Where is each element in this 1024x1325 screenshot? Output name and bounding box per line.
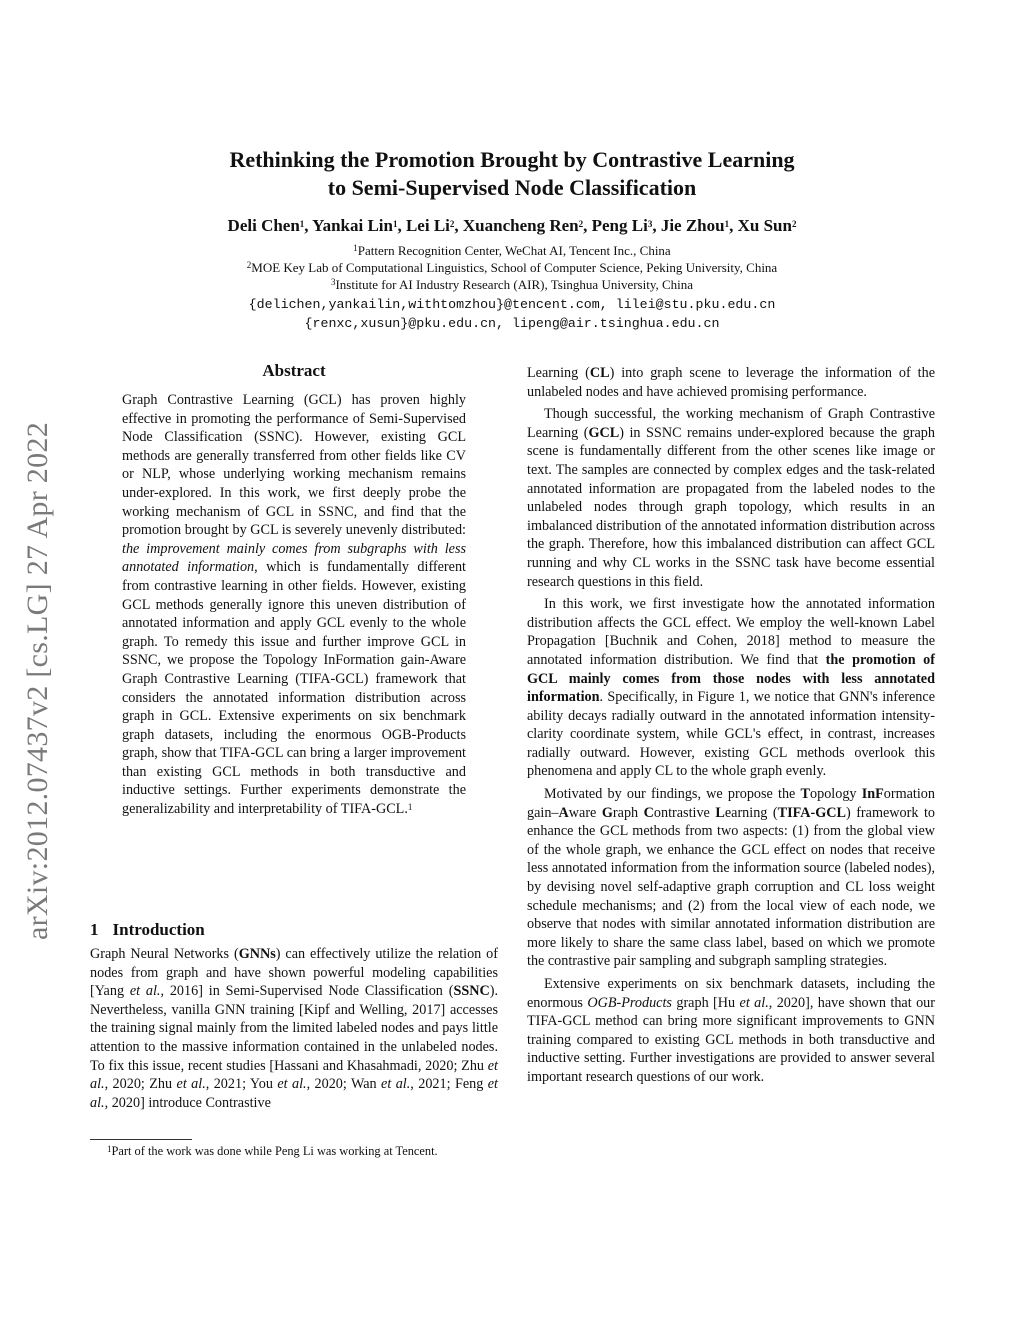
abstract-paragraph: Graph Contrastive Learning (GCL) has proven highly effective in promoting the performance of Semi-Supervised Node Classification (SSNC). However, existing GCL methods are generally transferred from other fields like CV or NLP, whose underlying working mechanism remains under-explored. In this work, we first deeply probe the working mechanism of GCL in SSNC, and find that the promotion brought by GCL is severely unevenly distributed: the improvement mainly comes from subgraphs with less annotated information, which is fundamentally different from contrastive learning in other fields. However, existing GCL methods generally ignore this uneven distribution of annotated information and apply GCL evenly to the whole graph. To remedy this issue and further improve GCL in SSNC, we propose the Topology InFormation gain-Aware Graph Contrastive Learning (TIFA-GCL) framework that considers the annotated information distribution across graph in GCL. Extensive experiments on six benchmark graph datasets, including the enormous OGB-Products graph, show that TIFA-GCL can bring a larger improvement than existing GCL methods in both transductive and inductive settings. Further experiments demonstrate the generalizability and interpretability of TIFA-GCL.$^1$ xyxy=(122,392,466,818)
emails-line-2: {renxc,xusun}@pku.edu.cn, lipeng@air.tsinghua.edu.cn xyxy=(304,316,720,331)
section-heading: 1 Introduction xyxy=(90,920,205,939)
right-paragraph-1: Learning (CL) into graph scene to leverage the information of the unlabeled nodes and have achieved promising performance. xyxy=(527,365,935,400)
right-column xyxy=(527,364,935,1087)
paper-title xyxy=(0,146,1024,202)
right-paragraph-2: Though successful, the working mechanism of Graph Contrastive Learning (GCL) in SSNC remains under-explored because the graph scene is fundamentally different from the other scenes like image or text. The samples are connected by complex edges and the task-related annotated information are propagated from the labeled nodes to the unlabeled nodes through graph topology, which results in an imbalanced distribution of the annotated information distribution across the graph. Therefore, how this imbalanced distribution can affect GCL running and why CL works in the SSNC task have become essential research questions in this field. xyxy=(527,406,935,590)
title-line-2: to Semi-Supervised Node Classification xyxy=(327,175,697,200)
affiliation-2: $^2$MOE Key Lab of Computational Linguistics, School of Computer Science, Peking University, China xyxy=(246,260,778,275)
title-line-1: Rethinking the Promotion Brought by Contrastive Learning xyxy=(229,147,795,172)
intro-paragraph: Graph Neural Networks (GNNs) can effectively utilize the relation of nodes from graph and have shown powerful modeling capabilities [Yang et al., 2016] in Semi-Supervised Node Classification (SSNC). Nevertheless, vanilla GNN training [Kipf and Welling, 2017] accesses the training signal mainly from the limited labeled nodes and pays little attention to the massive information contained in the unlabeled nodes. To fix this issue, recent studies [Hassani and Khasahmadi, 2020; Zhu et al., 2020; Zhu et al., 2021; You et al., 2020; Wan et al., 2021; Feng et al., 2020] introduce Contrastive xyxy=(90,946,498,1111)
author: Jie Zhou$^1$ xyxy=(660,216,730,235)
author-list: Deli Chen$^1$, Yankai Lin$^1$, Lei Li$^2$, Xuancheng Ren$^2$, Peng Li$^3$, Jie Zhou$^1$, Xu Sun$^2$ xyxy=(227,216,797,235)
arxiv-side-stamp: arXiv:2012.07437v2 [cs.LG] 27 Apr 2022 xyxy=(21,421,54,940)
author: Peng Li$^3$ xyxy=(591,216,653,235)
abstract-heading: Abstract xyxy=(262,361,326,380)
author: Xu Sun$^2$ xyxy=(737,216,797,235)
right-paragraph-5: Extensive experiments on six benchmark datasets, including the enormous OGB-Products graph [Hu et al., 2020], have shown that our TIFA-GCL method can bring more significant improvements to GNN training compared to existing GCL methods in both transductive and inductive setting. Further investigations are provided to answer several important research questions of our work. xyxy=(527,976,935,1085)
footnote: $^1$Part of the work was done while Peng Li was working at Tencent. xyxy=(107,1144,438,1158)
author: Lei Li$^2$ xyxy=(405,216,455,235)
right-paragraph-3: In this work, we first investigate how the annotated information distribution affects the GCL effect. We employ the well-known Label Propagation [Buchnik and Cohen, 2018] method to measure the annotated information distribution. We find that the promotion of GCL mainly comes from those nodes with less annotated information. Specifically, in Figure 1, we notice that GNN's inference ability decays radially outward in the annotated information intensity-clarity coordinate system, while GCL's effect, in contrast, increases radially outward. However, existing GCL methods overlook this phenomena and apply CL to the whole graph evenly. xyxy=(527,596,935,780)
right-paragraph-4: Motivated by our findings, we propose the Topology InFormation gain–Aware Graph Contrastive Learning (TIFA-GCL) framework to enhance the GCL methods from two aspects: (1) from the global view of the whole graph, we enhance the GCL effect on nodes that receive less annotated information from the information source (labeled nodes), by devising novel self-adaptive graph corruption and CL loss weight schedule mechanisms; and (2) from the local view of each node, we observe that nodes with similar annotated information distribution are more likely to share the same class label, based on which we promote the contrastive pair sampling and subgraph sampling strategies. xyxy=(527,786,935,970)
affiliation-3: $^3$Institute for AI Industry Research (AIR), Tsinghua University, China xyxy=(330,277,694,292)
author: Yankai Lin$^1$ xyxy=(312,216,398,235)
affiliation-1: $^1$Pattern Recognition Center, WeChat AI, Tencent Inc., China xyxy=(353,243,671,258)
footnote-rule xyxy=(90,1139,192,1140)
author: Deli Chen$^1$ xyxy=(227,216,305,235)
author: Xuancheng Ren$^2$ xyxy=(462,216,584,235)
emails-line-1: {delichen,yankailin,withtomzhou}@tencent.com, lilei@stu.pku.edu.cn xyxy=(248,297,776,312)
abstract-body xyxy=(122,391,466,819)
